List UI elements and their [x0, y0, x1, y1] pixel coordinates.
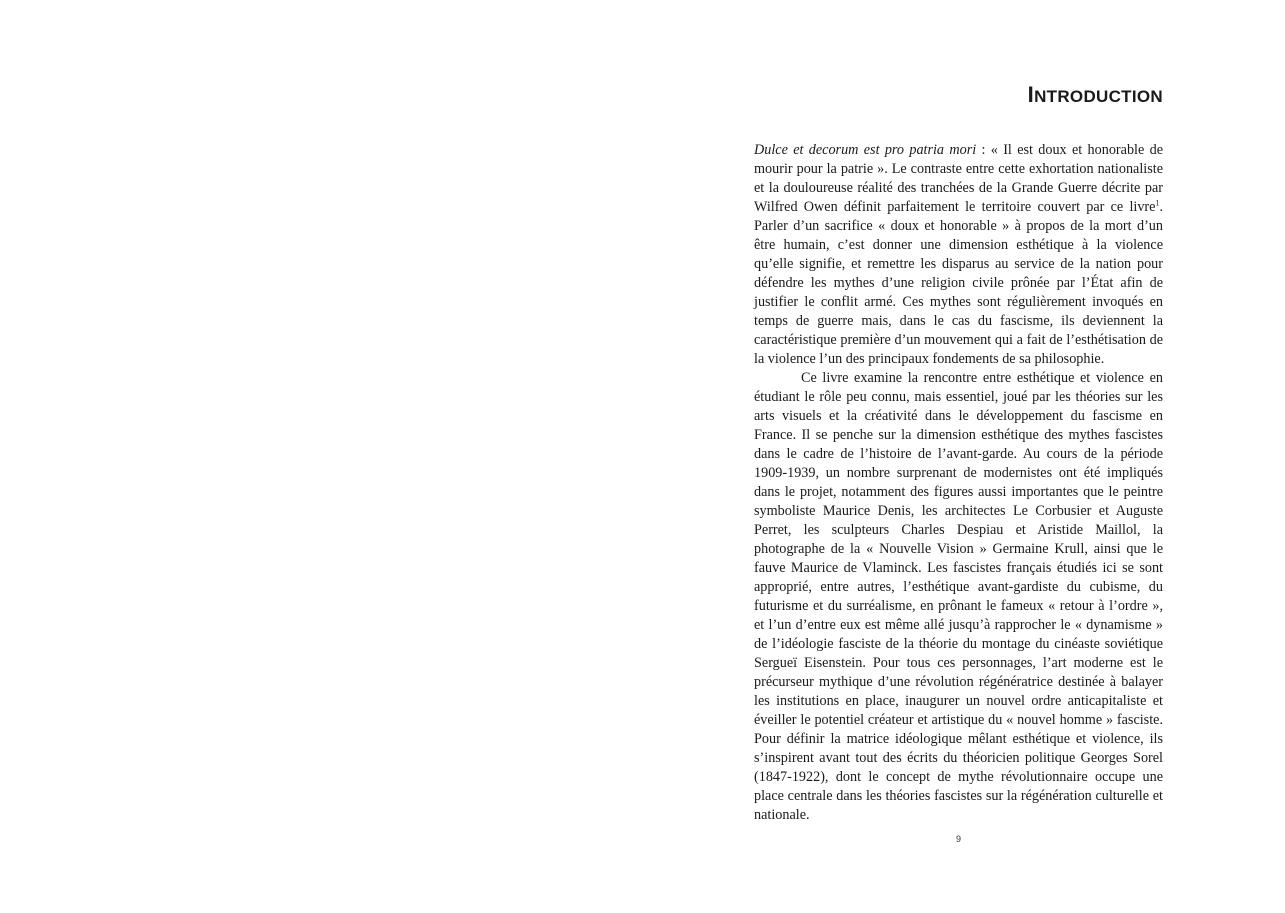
chapter-title — [1028, 82, 1163, 108]
body-text — [754, 141, 1163, 825]
footnote-reference: 1 — [1155, 198, 1160, 208]
paragraph-2: Ce livre examine la rencontre entre esthétique et violence en étudiant le rôle peu connu, mais essentiel, joué par les théories sur les arts visuels et la créativité dans le développement du fascisme en France. Il se penche sur la dimension esthétique des mythes fascistes dans le cadre de l’histoire de l’avant-garde. Au cours de la période 1909-1939, un nombre surprenant de modernistes ont été impliqués dans le projet, notamment des figures aussi importantes que le peintre symboliste Maurice Denis, les architectes Le Corbusier et Auguste Perret, les sculpteurs Charles Despiau et Aristide Maillol, la photographe de la « Nouvelle Vision » Germaine Krull, ainsi que le fauve Maurice de Vlaminck. Les fascistes français étudiés ici se sont approprié, entre autres, l’esthétique avant-gardiste du cubisme, du futurisme et du surréalisme, en prônant le fameux « retour à l’ordre », et l’un d’entre eux est même allé jusqu’à rapprocher le « dynamisme » de l’idéologie fasciste de la théorie du montage du cinéaste soviétique Sergueï Eisenstein. Pour tous ces personnages, l’art moderne est le précurseur mythique d’une révolution régénératrice destinée à balayer les institutions en place, inaugurer un nouvel ordre anticapitaliste et éveiller le potentiel créateur et artistique du « nouvel homme » fasciste. Pour définir la matrice idéologique mêlant esthétique et violence, ils s’inspirent avant tout des écrits du théoricien politique Georges Sorel (1847-1922), dont le concept de mythe révolutionnaire occupe une place centrale dans les théories fascistes sur la régénération culturelle et nationale. — [754, 370, 1163, 823]
right-page — [642, 0, 1285, 913]
page-number: 9 — [956, 834, 962, 844]
chapter-title-initial: I — [1027, 82, 1035, 107]
chapter-title-rest: NTRODUCTION — [1034, 87, 1163, 106]
paragraph-1 — [754, 141, 1163, 369]
paragraph-1-text-a: : « Il est doux et honorable de mourir pour la patrie ». Le contraste entre cette exhortation nationaliste et la douloureuse réalité des tranchées de la Grande Guerre décrite par Wilfred Owen définit parfaitement le territoire couvert par ce livre — [754, 142, 1164, 215]
blank-left-page — [0, 0, 642, 913]
latin-quote: Dulce et decorum est pro patria mori — [754, 142, 977, 158]
paragraph-1-text-b: . Parler d’un sacrifice « doux et honorable » à propos de la mort d’un être humain, c’est donner une dimension esthétique à la violence qu’elle signifie, et remettre les disparus au service de la nation pour défendre les mythes d’une religion civile prônée par l’État afin de justifier le conflit armé. Ces mythes sont régulièrement invoqués en temps de guerre mais, dans le cas du fascisme, ils deviennent la caractéristique première d’un mouvement qui a fait de l’esthétisation de la violence l’un des principaux fondements de sa philosophie. — [754, 199, 1163, 367]
